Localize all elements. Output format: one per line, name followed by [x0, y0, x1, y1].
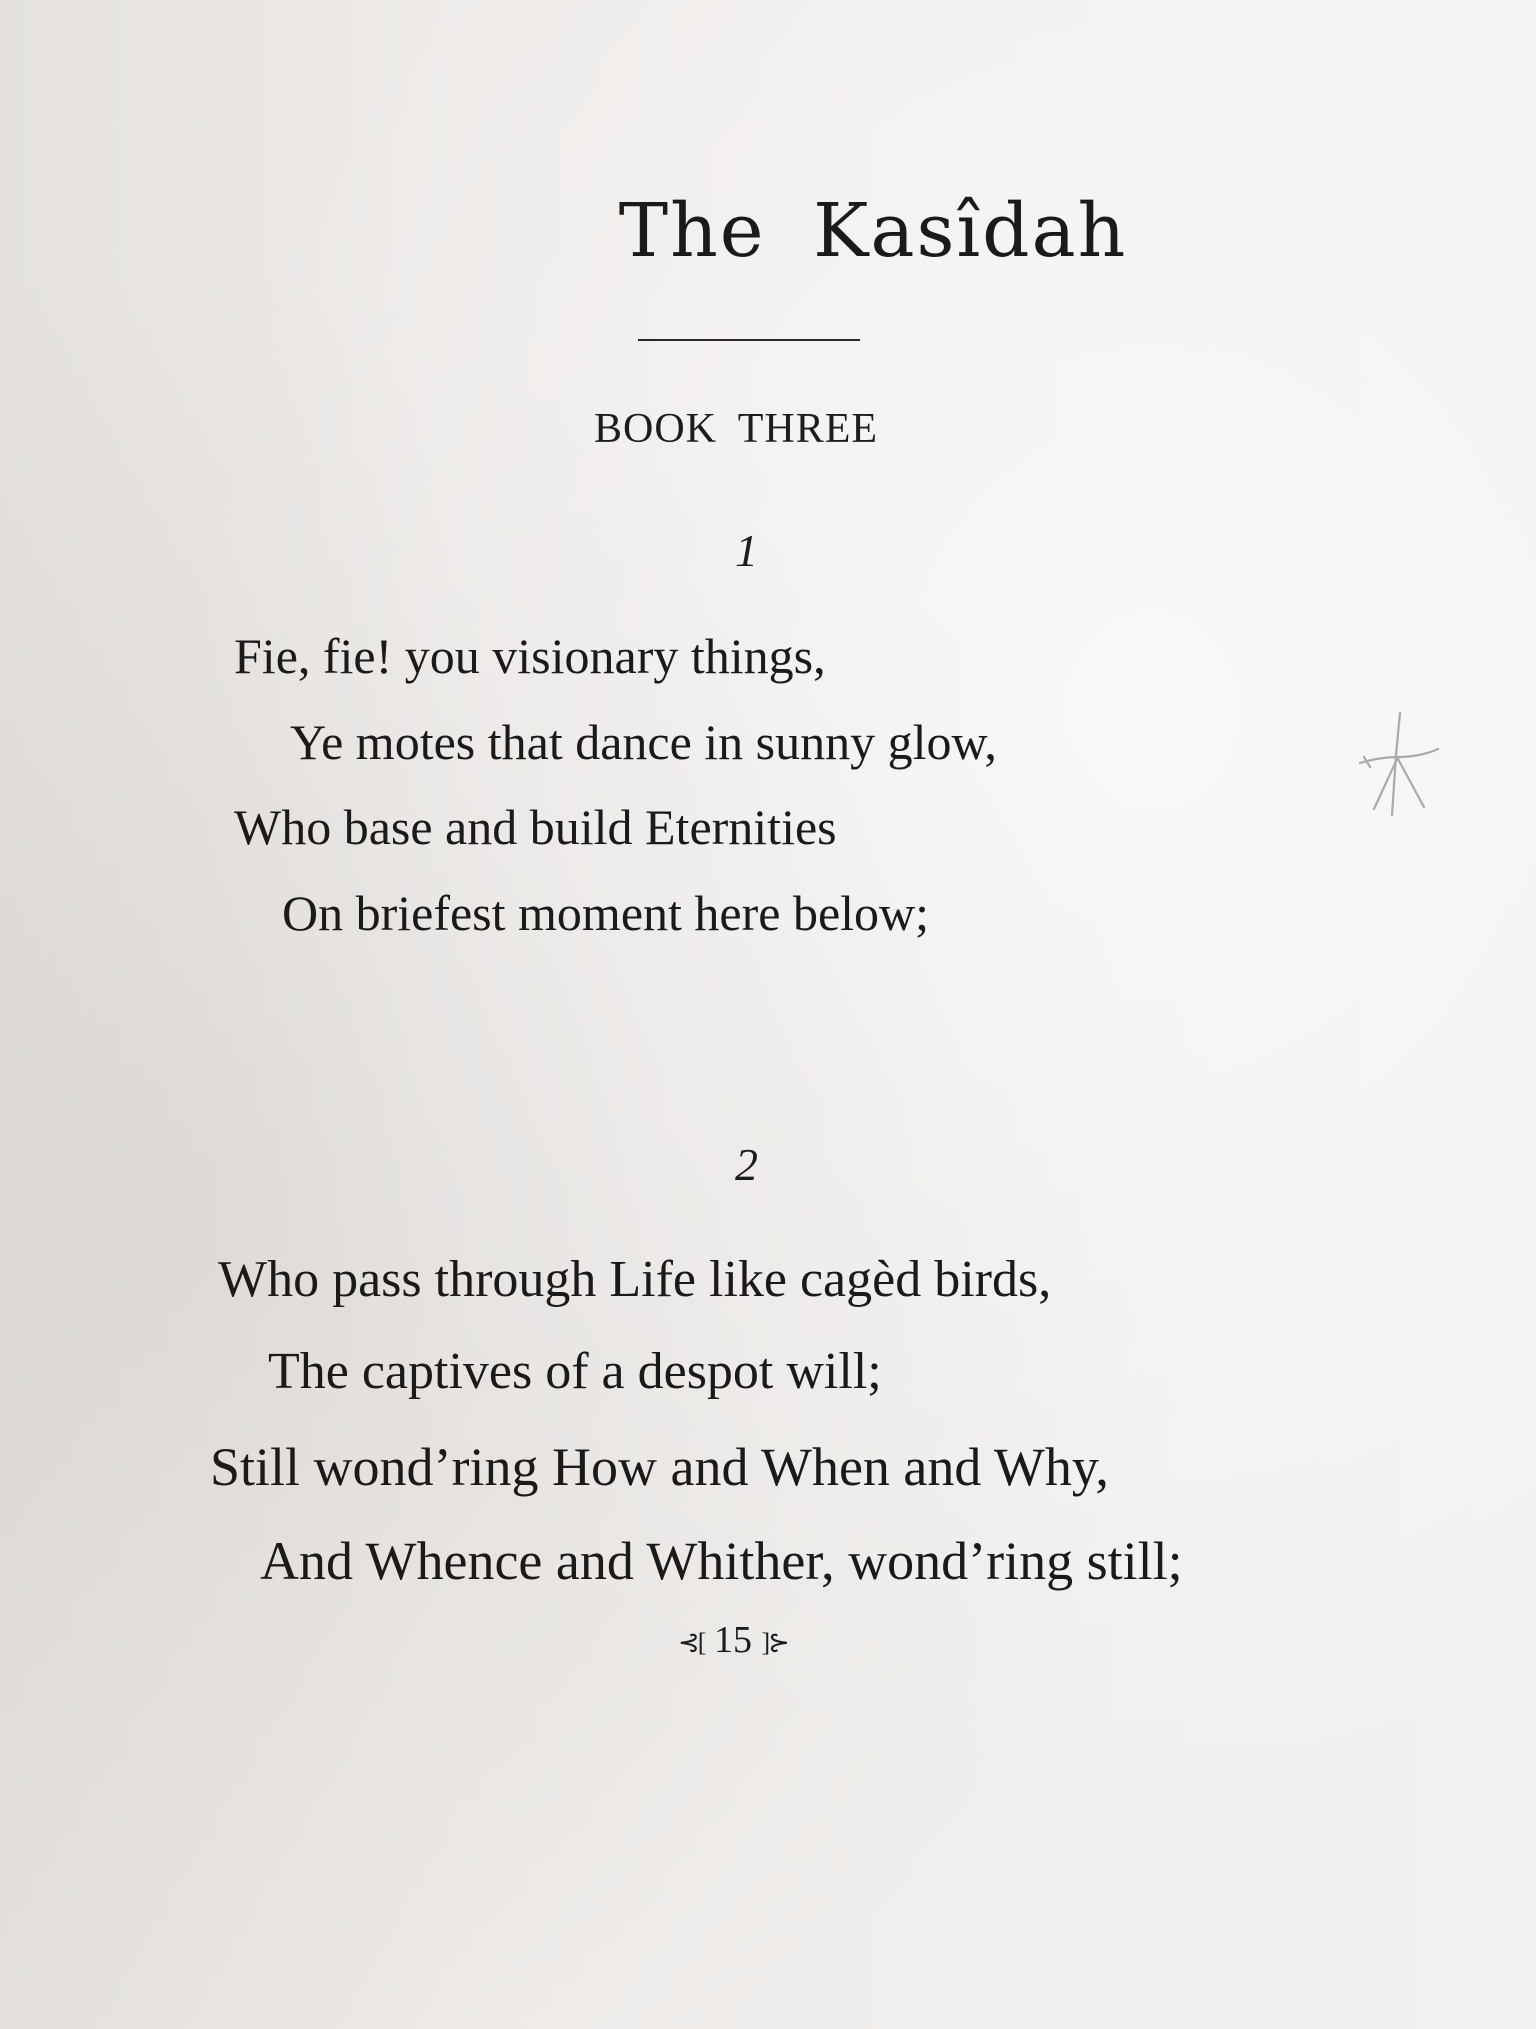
stanza-number-2: 2 [735, 1139, 758, 1190]
stanza-2-line-4: And Whence and Whither, wond’ring still; [260, 1531, 1183, 1591]
stanza-number-1: 1 [735, 525, 758, 576]
stanza-1-line-4: On briefest moment here below; [282, 885, 930, 941]
page-number [678, 1618, 788, 1662]
page-number-value: 15 [713, 1619, 752, 1661]
star-icon [1340, 705, 1450, 825]
stanza-1-line-2: Ye motes that dance in sunny glow, [290, 714, 997, 770]
stanza-2-line-1: Who pass through Life like cagèd birds, [218, 1251, 1052, 1308]
page-title: The Kasîdah [618, 188, 1128, 274]
title-rule-divider [638, 339, 860, 341]
section-heading: BOOK THREE [594, 406, 879, 452]
stanza-2-line-2: The captives of a despot will; [268, 1343, 882, 1400]
stanza-1-line-3: Who base and build Eternities [234, 799, 837, 855]
folio-ornament-right: ]⊱ [761, 1628, 788, 1658]
stanza-2-line-3: Still wond’ring How and When and Why, [210, 1437, 1109, 1497]
stanza-1-line-1: Fie, fie! you visionary things, [234, 628, 826, 684]
folio-ornament-left: ⊰[ [678, 1628, 705, 1658]
